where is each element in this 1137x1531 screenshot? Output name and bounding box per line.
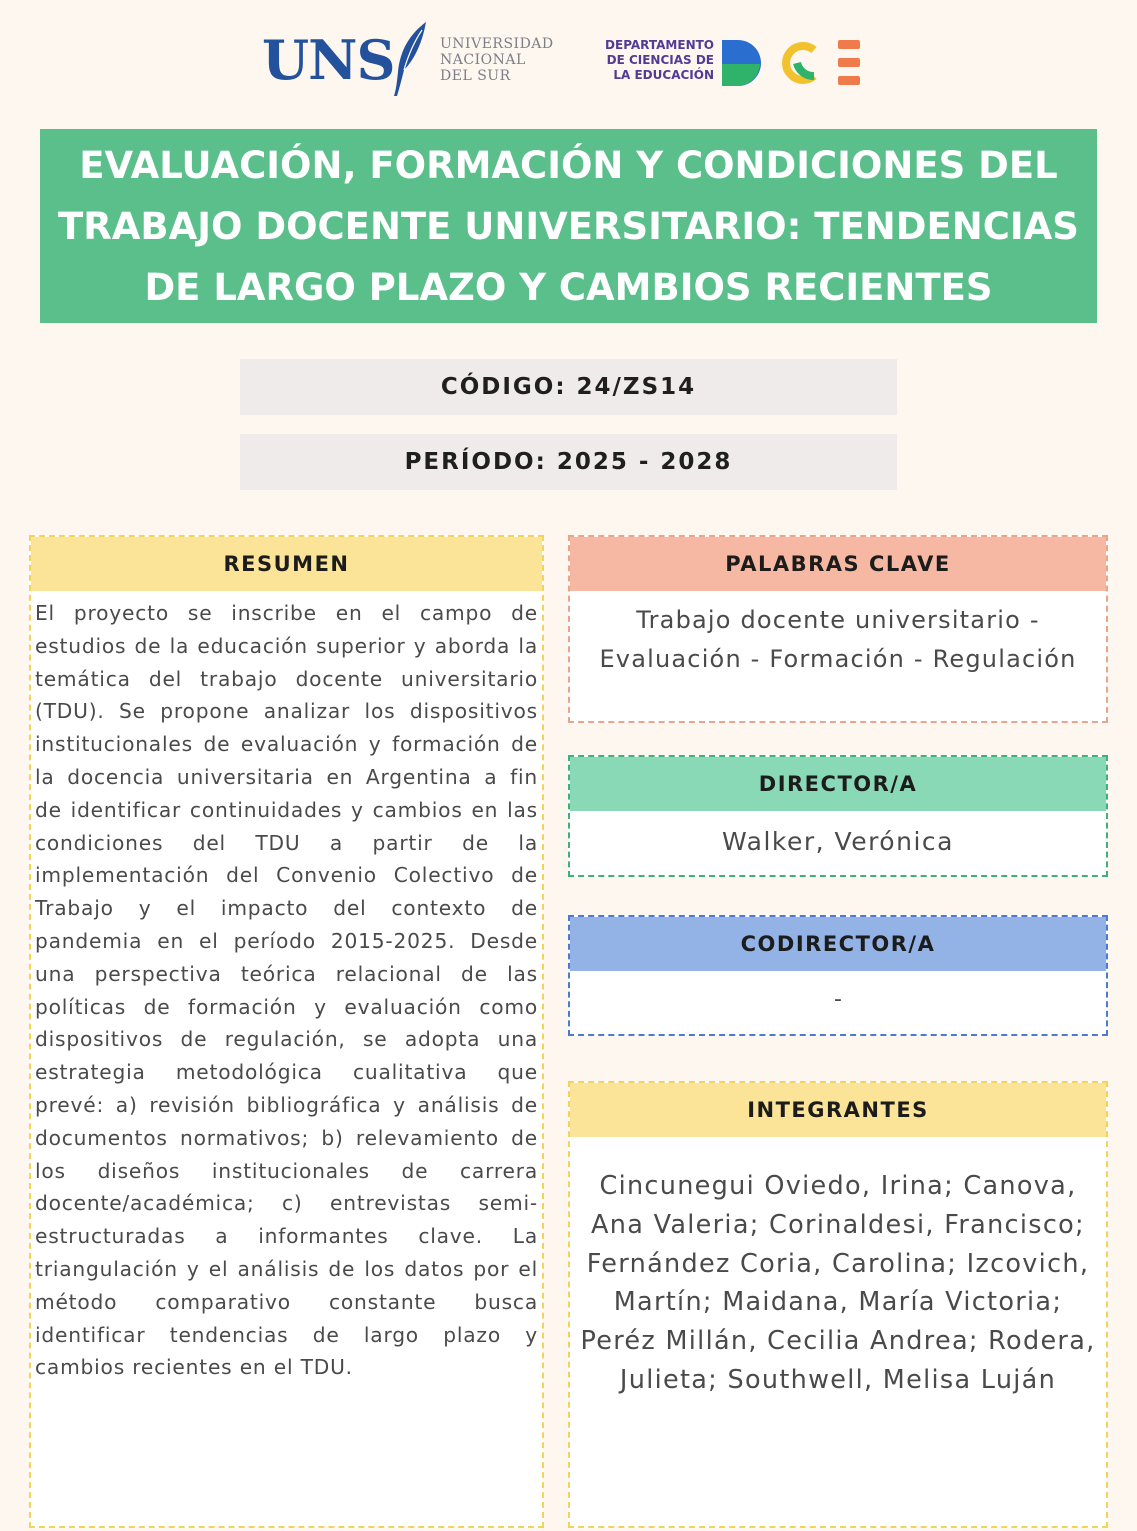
palabras-clave-box bbox=[568, 535, 1108, 723]
director-name: Walker, Verónica bbox=[722, 827, 954, 856]
page-title: EVALUACIÓN, FORMACIÓN Y CONDICIONES DEL TRABAJO DOCENTE UNIVERSITARIO: TENDENCIAS DE LARGO PLAZO Y CAMBIOS RECIENTES bbox=[58, 143, 1079, 309]
palabras-clave-text: Trabajo docente universitario - Evaluación - Formación - Regulación bbox=[599, 606, 1077, 673]
header-logos bbox=[0, 18, 1137, 98]
director-heading: DIRECTOR/A bbox=[570, 757, 1106, 811]
codirector-box bbox=[568, 915, 1108, 1036]
codirector-heading: CODIRECTOR/A bbox=[570, 917, 1106, 971]
resumen-box bbox=[29, 535, 544, 1528]
feather-icon bbox=[388, 20, 432, 98]
integrantes-box bbox=[568, 1081, 1108, 1528]
integrantes-list: Cincunegui Oviedo, Irina; Canova, Ana Valeria; Corinaldesi, Francisco; Fernández Coria, Carolina; Izcovich, Martín; Maidana, María Victoria; Peréz Millán, Cecilia Andrea; Rodera, Julieta; Southwell, Melisa Luján bbox=[580, 1171, 1096, 1395]
palabras-clave-heading: PALABRAS CLAVE bbox=[570, 537, 1106, 591]
integrantes-heading: INTEGRANTES bbox=[570, 1083, 1106, 1137]
uns-logo-name: UNIVERSIDAD NACIONAL DEL SUR bbox=[440, 36, 554, 84]
resumen-text: El proyecto se inscribe en el campo de estudios de la educación superior y aborda la temática del trabajo docente universitario (TDU). Se propone analizar los dispositivos institucionales de evaluación y formación de la docencia universitaria en Argentina a fin de identificar continuidades y cambios en las condiciones del TDU a partir de la implementación del Convenio Colectivo de Trabajo y el impacto del contexto de pandemia en el período 2015-2025. Desde una perspectiva teórica relacional de las políticas de formación y evaluación como dispositivos de regulación, se adopta una estrategia metodológica cualitativa que prevé: a) revisión bibliográfica y análisis de documentos normativos; b) relevamiento de los diseños institucionales de carrera docente/académica; c) entrevistas semi-estructuradas a informantes clave. La triangulación y el análisis de los datos por el método comparativo constante busca identificar tendencias de largo plazo y cambios recientes en el TDU. bbox=[35, 601, 538, 1380]
codirector-name: - bbox=[834, 987, 842, 1012]
periodo-label: PERÍODO: 2025 - 2028 bbox=[240, 434, 897, 490]
title-band bbox=[40, 129, 1097, 323]
dce-letters-icon bbox=[718, 38, 868, 88]
uns-logo-acronym: UNS bbox=[262, 28, 395, 92]
dce-logo-name: DEPARTAMENTO DE CIENCIAS DE LA EDUCACIÓN bbox=[605, 38, 714, 82]
codigo-label: CÓDIGO: 24/ZS14 bbox=[240, 359, 897, 415]
director-box bbox=[568, 755, 1108, 877]
resumen-heading: RESUMEN bbox=[31, 537, 542, 591]
